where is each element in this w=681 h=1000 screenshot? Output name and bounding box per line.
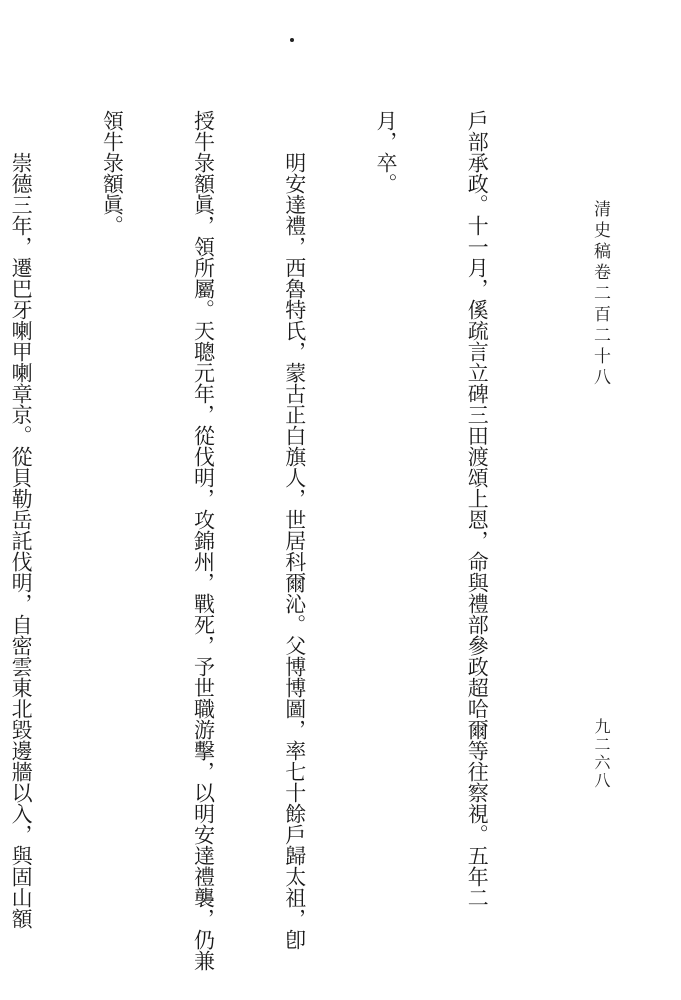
text-column: 授牛彔額眞，領所屬。天聰元年，從伐明，攻錦州，戰死，予世職游擊，以明安達禮襲，仍兼	[191, 110, 216, 971]
text-column: 領牛彔額眞。	[100, 110, 125, 236]
text-column: 明安達禮，西魯特氏，蒙古正白旗人，世居科爾沁。父博博圖，率七十餘戶歸太祖，卽	[282, 152, 307, 950]
text-column: 戶部承政。十一月，傒疏言立碑三田渡頌上恩，命與禮部參政超哈爾等往察視。五年二	[465, 110, 490, 908]
ink-dot	[290, 38, 294, 42]
running-head: 清史稿卷二百二十八	[590, 200, 610, 389]
body-text	[0, 110, 553, 971]
text-column: 崇德三年，遷巴牙喇甲喇章京。從貝勒岳託伐明，自密雲東北毀邊牆以入，與固山額	[9, 152, 34, 929]
text-column: 月，卒。	[373, 110, 398, 194]
page-number: 九二六八	[592, 718, 611, 790]
